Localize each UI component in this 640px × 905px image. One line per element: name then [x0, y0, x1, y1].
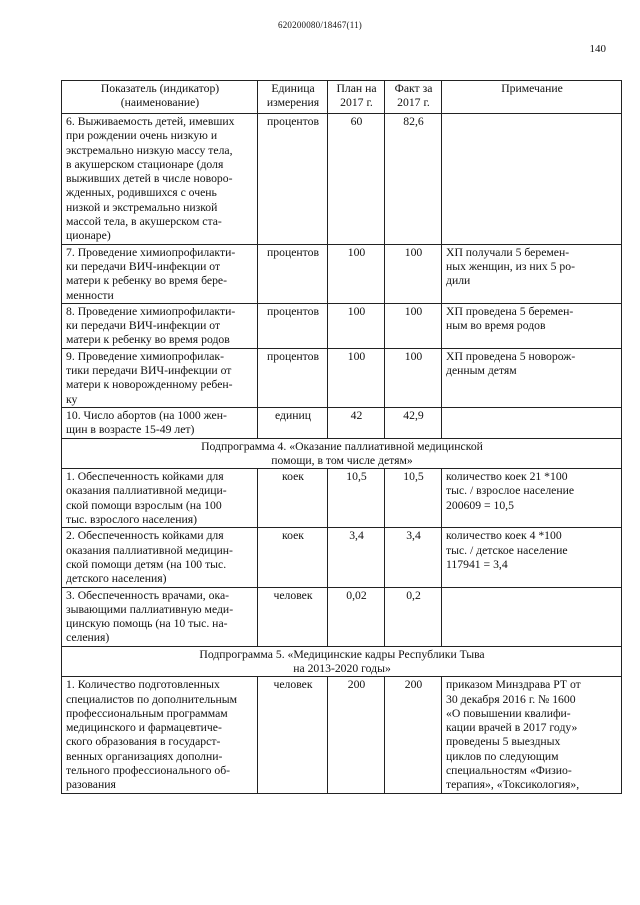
indicator-cell: 1. Количество подготовленных специалистов по дополнительным профессиональным программам медицинского и фармацевтиче- ского образования в государст- венных организациях дополни- тельного профессионального об- разования [62, 677, 258, 793]
note-cell: количество коек 4 *100 тыс. / детское население 117941 = 3,4 [442, 528, 622, 587]
table-header-row [62, 81, 622, 114]
unit-cell: коек [258, 469, 328, 528]
subprogram-4-heading: Подпрограмма 4. «Оказание паллиативной медицинской помощи, в том числе детям» [62, 438, 622, 469]
unit-cell: процентов [258, 244, 328, 303]
table-row [62, 528, 622, 587]
table-row [62, 244, 622, 303]
fact-cell: 100 [385, 348, 442, 407]
indicator-cell: 10. Число абортов (на 1000 жен- щин в возрасте 15-49 лет) [62, 407, 258, 438]
fact-cell: 3,4 [385, 528, 442, 587]
note-cell: ХП проведена 5 новорож- денным детям [442, 348, 622, 407]
fact-cell: 200 [385, 677, 442, 793]
indicator-cell: 1. Обеспеченность койками для оказания паллиативной медици- ской помощи взрослым (на 100 тыс. взрослого населения) [62, 469, 258, 528]
unit-cell: процентов [258, 114, 328, 245]
table-row [62, 469, 622, 528]
column-header-fact: Факт за 2017 г. [385, 81, 442, 114]
unit-cell: процентов [258, 303, 328, 348]
plan-cell: 3,4 [328, 528, 385, 587]
column-header-unit: Единица измерения [258, 81, 328, 114]
table-row [62, 407, 622, 438]
column-header-indicator: Показатель (индикатор) (наименование) [62, 81, 258, 114]
unit-cell: коек [258, 528, 328, 587]
plan-cell: 200 [328, 677, 385, 793]
note-cell [442, 114, 622, 245]
subprogram-heading-row [62, 438, 622, 469]
indicator-cell: 9. Проведение химиопрофилак- тики передачи ВИЧ-инфекции от матери к новорожденному ребен- ку [62, 348, 258, 407]
plan-cell: 10,5 [328, 469, 385, 528]
indicators-table [61, 80, 622, 794]
indicator-cell: 2. Обеспеченность койками для оказания паллиативной медицин- ской помощи детям (на 100 тыс. детского населения) [62, 528, 258, 587]
subprogram-5-heading: Подпрограмма 5. «Медицинские кадры Республики Тыва на 2013-2020 годы» [62, 646, 622, 677]
note-cell [442, 587, 622, 646]
fact-cell: 42,9 [385, 407, 442, 438]
table-row [62, 677, 622, 793]
fact-cell: 100 [385, 244, 442, 303]
fact-cell: 82,6 [385, 114, 442, 245]
fact-cell: 0,2 [385, 587, 442, 646]
plan-cell: 100 [328, 244, 385, 303]
table-row [62, 348, 622, 407]
note-cell: ХП получали 5 беремен- ных женщин, из них 5 ро- дили [442, 244, 622, 303]
unit-cell: единиц [258, 407, 328, 438]
indicator-cell: 3. Обеспеченность врачами, ока- зывающими паллиативную меди- цинскую помощь (на 10 тыс. на- селения) [62, 587, 258, 646]
column-header-plan: План на 2017 г. [328, 81, 385, 114]
fact-cell: 100 [385, 303, 442, 348]
indicator-cell: 8. Проведение химиопрофилакти- ки передачи ВИЧ-инфекции от матери к ребенку во время родов [62, 303, 258, 348]
page-number: 140 [589, 43, 606, 55]
indicator-cell: 7. Проведение химиопрофилакти- ки передачи ВИЧ-инфекции от матери к ребенку во время бере- менности [62, 244, 258, 303]
fact-cell: 10,5 [385, 469, 442, 528]
unit-cell: человек [258, 677, 328, 793]
note-cell: ХП проведена 5 беремен- ным во время родов [442, 303, 622, 348]
note-cell: количество коек 21 *100 тыс. / взрослое население 200609 = 10,5 [442, 469, 622, 528]
unit-cell: процентов [258, 348, 328, 407]
document-id: 620200080/18467(11) [278, 20, 362, 30]
unit-cell: человек [258, 587, 328, 646]
plan-cell: 100 [328, 303, 385, 348]
indicator-cell: 6. Выживаемость детей, имевших при рождении очень низкую и экстремально низкую массу тела, в акушерском стационаре (доля выживших детей в числе новоро- жденных, родившихся с очень низкой и экстремально низкой массой тела, в акушерском ста- ционаре) [62, 114, 258, 245]
plan-cell: 42 [328, 407, 385, 438]
note-cell [442, 407, 622, 438]
note-cell: приказом Минздрава РТ от 30 декабря 2016 г. № 1600 «О повышении квалифи- кации врачей в 2017 году» проведены 5 выездных циклов по следующим специальностям «Физио- терапия», «Токсикология», [442, 677, 622, 793]
plan-cell: 0,02 [328, 587, 385, 646]
plan-cell: 60 [328, 114, 385, 245]
table-row [62, 303, 622, 348]
table-row [62, 587, 622, 646]
column-header-note: Примечание [442, 81, 622, 114]
table-row [62, 114, 622, 245]
subprogram-heading-row [62, 646, 622, 677]
plan-cell: 100 [328, 348, 385, 407]
